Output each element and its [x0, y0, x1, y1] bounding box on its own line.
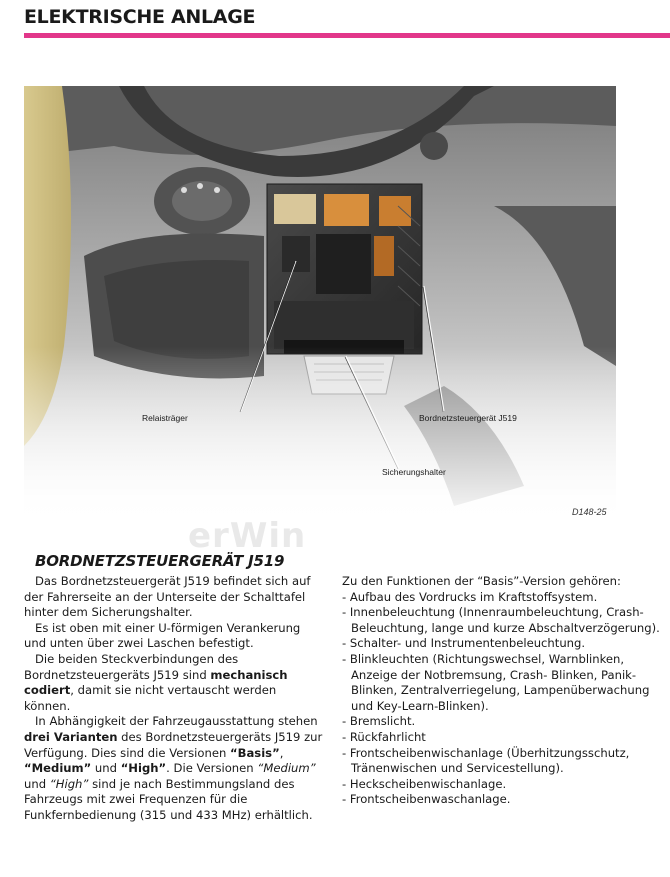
paragraph-connectors: Die beiden Steckverbindungen des Bordnetzsteuergeräts J519 sind mechanisch codiert, damit sie nicht vertauscht werden können.	[24, 651, 288, 713]
list-item: - Blinkleuchten (Richtungswechsel, Warnblinken, Anzeige der Notbremsung, Crash- Blinken, Panik-Blinken, Zentralverriegelung, Lampenüberwachung und Key-Learn-Blinken).	[342, 651, 650, 713]
figure-code: D148-25	[572, 507, 607, 517]
section-title: BORDNETZSTEUERGERÄT J519	[35, 552, 285, 570]
paragraph-mounting: Es ist oben mit einer U-förmigen Verankerung und unten über zwei Laschen befestigt.	[24, 620, 301, 651]
paragraph-location: Das Bordnetzsteuergerät J519 befindet sich auf der Fahrerseite an der Unterseite der Schalttafel hinter dem Sicherungshalter.	[24, 574, 311, 620]
watermark: erWin	[188, 516, 307, 556]
list-item: - Innenbeleuchtung (Innenraumbeleuchtung, Crash-Beleuchtung, lange und kurze Abschaltverzögerung).	[342, 605, 660, 635]
header-rule	[24, 33, 670, 38]
label-sicherungshalter: Sicherungshalter	[382, 467, 446, 477]
left-column	[24, 574, 324, 824]
functions-intro: Zu den Funktionen der “Basis”-Version gehören:	[342, 574, 621, 588]
list-item: - Bremslicht.	[342, 714, 416, 729]
right-column	[342, 574, 670, 808]
list-item: - Frontscheibenwischanlage (Überhitzungsschutz, Tränenwischen und Servicestellung).	[342, 745, 630, 776]
functions-list	[342, 590, 670, 808]
list-item: - Rückfahrlicht	[342, 729, 426, 744]
page-title: ELEKTRISCHE ANLAGE	[24, 6, 256, 28]
list-item: - Frontscheibenwaschanlage.	[342, 792, 511, 807]
list-item: - Heckscheibenwischanlage.	[342, 776, 507, 791]
dashboard-render	[24, 86, 616, 520]
list-item: - Aufbau des Vordrucks im Kraftstoffsystem.	[342, 589, 598, 604]
fuse-box-illustration	[24, 86, 616, 520]
paragraph-variants: In Abhängigkeit der Fahrzeugausstattung stehen drei Varianten des Bordnetzsteuergeräts J519 zur Verfügung. Dies sind die Versionen “Basis”, “Medium” und “High”. Die Versionen “Medium” und “High” sind je nach Bestimmungsland des Fahrzeugs mit zwei Frequenzen für die Funkfernbedienung (315 und 433 MHz) erhältlich.	[24, 714, 323, 822]
label-bordnetzsteuergeraet: Bordnetzsteuergerät J519	[419, 413, 517, 423]
label-relaistraeger: Relaisträger	[142, 413, 188, 423]
list-item: - Schalter- und Instrumentenbeleuchtung.	[342, 636, 586, 651]
